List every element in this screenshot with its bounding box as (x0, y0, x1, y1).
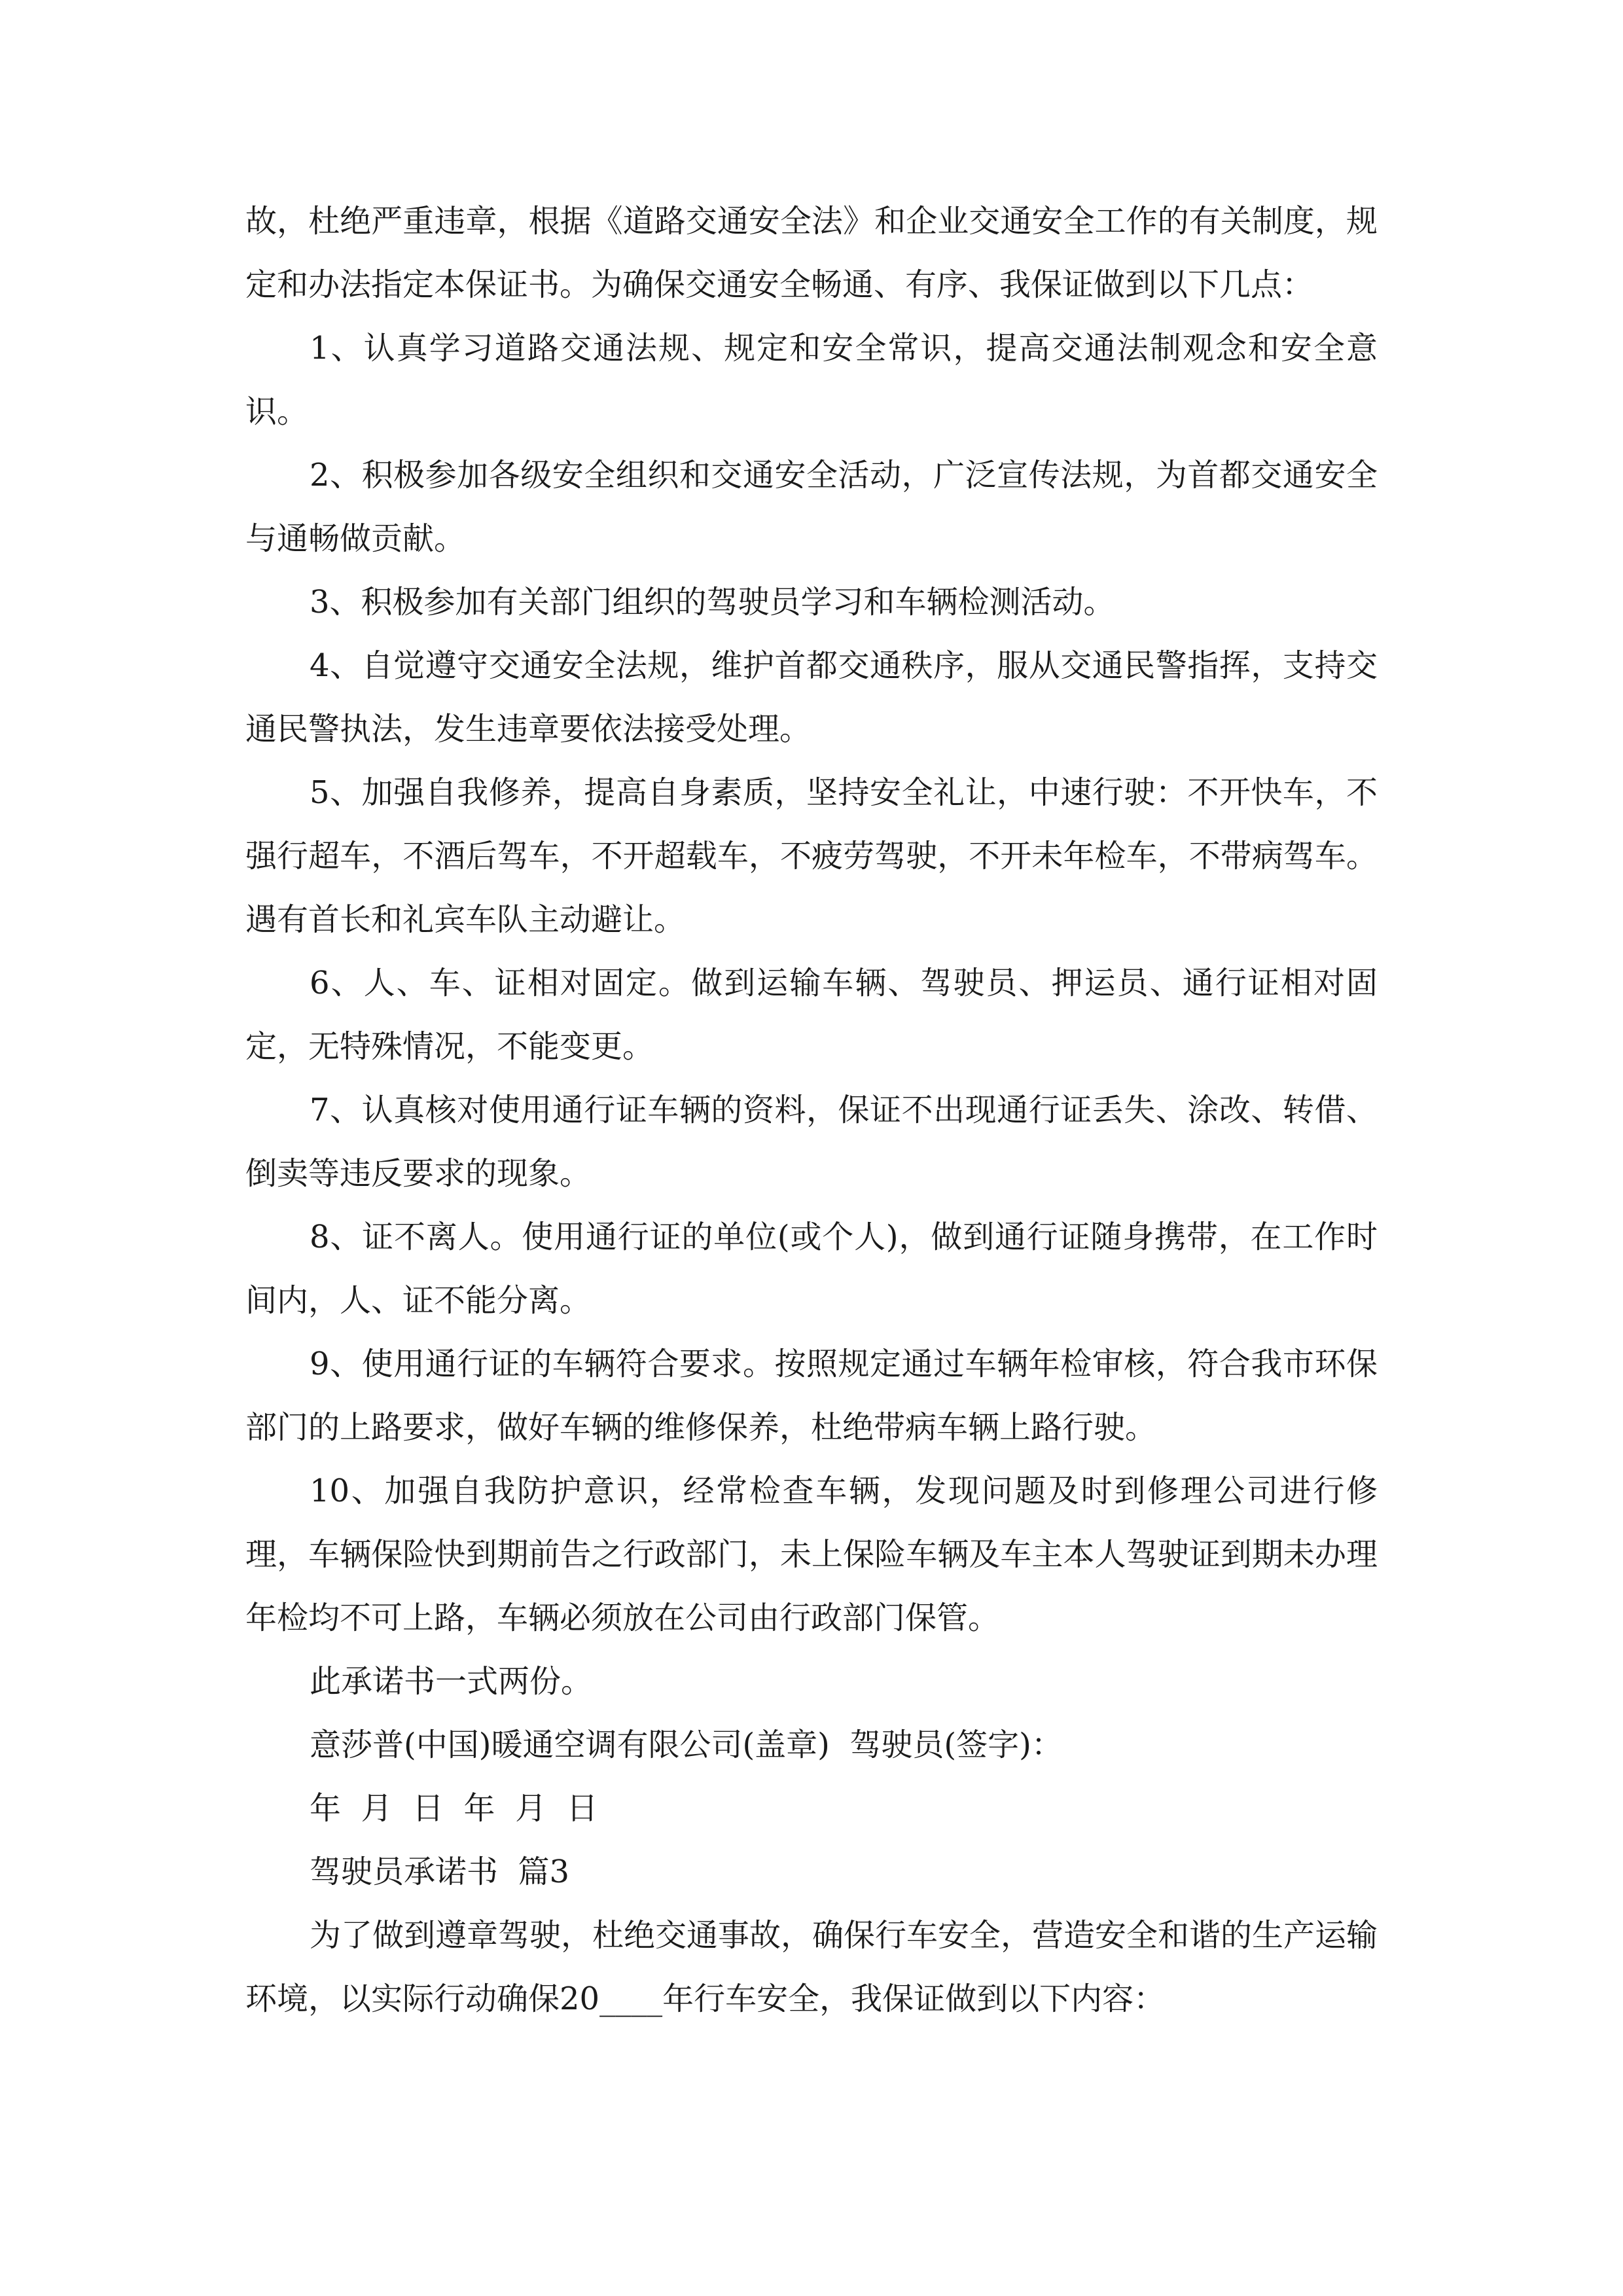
pledge-item-5: 5、加强自我修养，提高自身素质，坚持安全礼让，中速行驶：不开快车，不强行超车，不酒后驾车，不开超载车，不疲劳驾驶，不开未年检车，不带病驾车。遇有首长和礼宾车队主动避让。 (245, 774, 1378, 938)
pledge-item-1: 1、认真学习道路交通法规、规定和安全常识，提高交通法制观念和安全意识。 (245, 330, 1378, 430)
pledge-item-2: 2、积极参加各级安全组织和交通安全活动，广泛宣传法规，为首都交通安全与通畅做贡献。 (245, 457, 1378, 557)
pledge-item-9: 9、使用通行证的车辆符合要求。按照规定通过车辆年检审核，符合我市环保部门的上路要求，做好车辆的维修保养，杜绝带病车辆上路行驶。 (245, 1346, 1378, 1446)
pledge-item-6: 6、人、车、证相对固定。做到运输车辆、驾驶员、押运员、通行证相对固定，无特殊情况，不能变更。 (245, 965, 1378, 1065)
copies-note: 此承诺书一式两份。 (310, 1663, 593, 1700)
intro-paragraph: 故，杜绝严重违章，根据《道路交通安全法》和企业交通安全工作的有关制度，规定和办法指定本保证书。为确保交通安全畅通、有序、我保证做到以下几点： (245, 203, 1378, 303)
section3-paragraph: 为了做到遵章驾驶，杜绝交通事故，确保行车安全，营造安全和谐的生产运输环境，以实际行动确保20____年行车安全，我保证做到以下内容： (245, 1917, 1378, 2017)
pledge-item-3: 3、积极参加有关部门组织的驾驶员学习和车辆检测活动。 (310, 584, 1115, 620)
pledge-item-4: 4、自觉遵守交通安全法规，维护首都交通秩序，服从交通民警指挥，支持交通民警执法，发生违章要依法接受处理。 (245, 647, 1378, 747)
signature-line: 意莎普(中国)暖通空调有限公司(盖章) 驾驶员(签字)： (310, 1727, 1063, 1763)
document-body (245, 190, 1378, 2031)
date-line: 年 月 日 年 月 日 (310, 1790, 598, 1827)
pledge-item-7: 7、认真核对使用通行证车辆的资料，保证不出现通行证丢失、涂改、转借、倒卖等违反要求的现象。 (245, 1092, 1378, 1192)
section-title: 驾驶员承诺书 篇3 (310, 1854, 570, 1890)
pledge-item-10: 10、加强自我防护意识，经常检查车辆，发现问题及时到修理公司进行修理，车辆保险快到期前告之行政部门，未上保险车辆及车主本人驾驶证到期未办理年检均不可上路，车辆必须放在公司由行政部门保管。 (245, 1473, 1378, 1636)
pledge-item-8: 8、证不离人。使用通行证的单位(或个人)，做到通行证随身携带，在工作时间内，人、证不能分离。 (245, 1219, 1378, 1319)
